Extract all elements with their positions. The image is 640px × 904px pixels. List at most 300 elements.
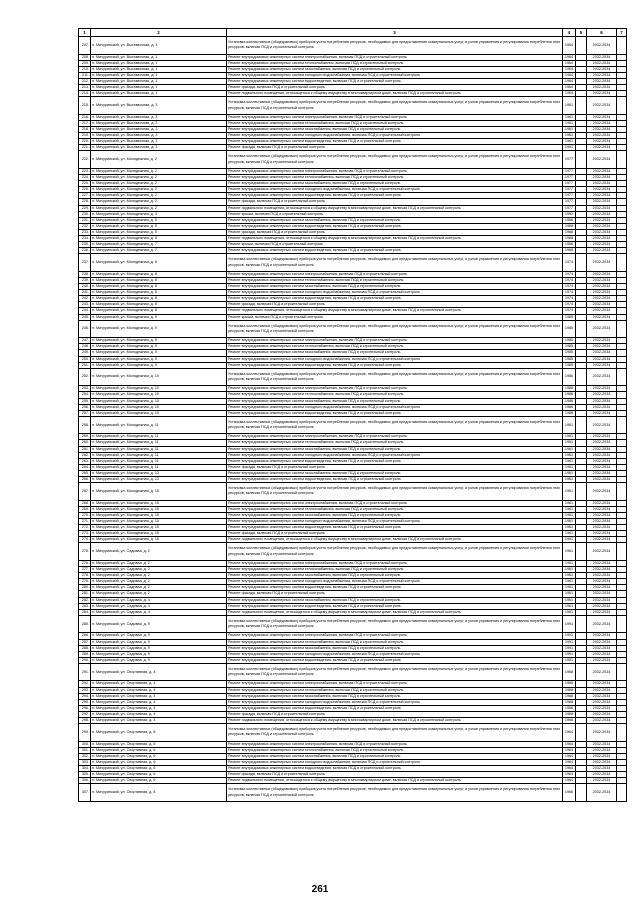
work-type: Ремонт внутридомовых инженерных систем электроснабжения, включая ПСД и строительный контроль (227, 434, 563, 440)
address: п. Мичуринский, ул. Спортивная, д. 6 (91, 747, 227, 753)
address: п. Мичуринский, ул. Молодежная, д. 9 (91, 350, 227, 356)
work-type: Ремонт фасада, включая ПСД и строительный контроль (227, 711, 563, 717)
row-number: 245. (79, 314, 91, 320)
row-number: 285. (79, 615, 91, 633)
repair-period: 2032-2034 (587, 254, 617, 272)
page-number: 261 (311, 884, 329, 895)
row-number: 217. (79, 120, 91, 126)
repair-period: 2032-2034 (587, 609, 617, 615)
work-type: Ремонт внутридомовых инженерных систем водоотведения, включая ПСД и строительный контроль (227, 78, 563, 84)
header-col-6: 6 (587, 29, 617, 37)
work-type: Ремонт внутридомовых инженерных систем водоотведения, включая ПСД и строительный контроль (227, 525, 563, 531)
work-type: Ремонт внутридомовых инженерных систем водоотведения, включая ПСД и строительный контроль (227, 477, 563, 483)
repair-period: 2032-2034 (587, 766, 617, 772)
build-year: 1964 (563, 741, 576, 747)
address: п. Мичуринский, ул. Молодежная, д. 11 (91, 464, 227, 470)
work-type: Ремонт внутридомовых инженерных систем газоснабжения, включая ПСД и строительный контроль (227, 66, 563, 72)
row-number: 270. (79, 512, 91, 518)
row-number: 282. (79, 597, 91, 603)
row-number: 232. (79, 223, 91, 229)
row-number: 234. (79, 236, 91, 242)
table-row (79, 483, 627, 501)
build-year: 1961 (563, 120, 576, 126)
col-7-cell (617, 368, 627, 386)
col-5-cell (576, 543, 587, 561)
work-type: Ремонт внутридомовых инженерных систем водоотведения, включая ПСД и строительный контроль (227, 223, 563, 229)
build-year: 1968 (563, 663, 576, 681)
repair-period: 2032-2034 (587, 741, 617, 747)
repair-period: 2032-2034 (587, 114, 617, 120)
row-number: 226. (79, 187, 91, 193)
work-type: Ремонт внутридомовых инженерных систем холодного водоснабжения, включая ПСД и строительный контроль (227, 452, 563, 458)
address: п. Мичуринский, ул. Молодежная, д. 10 (91, 410, 227, 416)
repair-period: 2032-2034 (587, 181, 617, 187)
build-year: 1964 (563, 37, 576, 55)
build-year: 1968 (563, 242, 576, 248)
build-year: 1985 (563, 320, 576, 338)
repair-period: 2032-2034 (587, 296, 617, 302)
address: п. Мичуринский, ул. Молодежная, д. 10 (91, 392, 227, 398)
build-year: 1961 (563, 145, 576, 151)
repair-period: 2032-2034 (587, 573, 617, 579)
col-5-cell (576, 784, 587, 802)
work-type: Ремонт внутридомовых инженерных систем газоснабжения, включая ПСД и строительный контроль (227, 693, 563, 699)
address: п. Мичуринский, ул. Спортивная, д. 4 (91, 711, 227, 717)
header-col-3: 3 (227, 29, 563, 37)
repair-period: 2032-2034 (587, 512, 617, 518)
repair-period: 2032-2034 (587, 386, 617, 392)
work-type: Установка коллективных (общедомовых) приборов учета потребления ресурсов, необходимых для предоставления коммунальных услуг, и узлов управления и регулирования потребления этих ресурсов, включая ПСД и строительный контроль (227, 97, 563, 115)
address: п. Мичуринский, ул. Молодежная, д. 11 (91, 458, 227, 464)
row-number: 207. (79, 37, 91, 55)
address: п. Мичуринский, ул. Молодежная, д. 8 (91, 284, 227, 290)
address: п. Мичуринский, ул. Молодежная, д. 13 (91, 477, 227, 483)
row-number: 253. (79, 386, 91, 392)
address: п. Мичуринский, ул. Выставочная, д. 1 (91, 78, 227, 84)
build-year: 1961 (563, 470, 576, 476)
repair-period: 2032-2034 (587, 127, 617, 133)
row-number: 306. (79, 778, 91, 784)
row-number: 286. (79, 633, 91, 639)
repair-period: 2032-2034 (587, 525, 617, 531)
build-year: 1961 (563, 416, 576, 434)
address: п. Мичуринский, ул. Молодежная, д. 8 (91, 271, 227, 277)
address: п. Мичуринский, ул. Молодежная, д. 5 (91, 236, 227, 242)
row-number: 229. (79, 205, 91, 211)
repair-period: 2032-2034 (587, 639, 617, 645)
row-number: 209. (79, 60, 91, 66)
row-number: 296. (79, 705, 91, 711)
repair-period: 2032-2034 (587, 760, 617, 766)
work-type: Ремонт внутридомовых инженерных систем холодного водоснабжения, включая ПСД и строительный контроль (227, 356, 563, 362)
address: п. Мичуринский, ул. Молодежная, д. 2 (91, 181, 227, 187)
work-type: Установка коллективных (общедомовых) приборов учета потребления ресурсов, необходимых для предоставления коммунальных услуг, и узлов управления и регулирования потребления этих ресурсов, включая ПСД и строительный контроль (227, 368, 563, 386)
work-type: Установка коллективных (общедомовых) приборов учета потребления ресурсов, необходимых для предоставления коммунальных услуг, и узлов управления и регулирования потребления этих ресурсов, включая ПСД и строительный контроль (227, 543, 563, 561)
work-type: Ремонт внутридомовых инженерных систем водоотведения, включая ПСД и строительный контроль (227, 193, 563, 199)
address: п. Мичуринский, ул. Спортивная, д. 4 (91, 663, 227, 681)
row-number: 213. (79, 85, 91, 91)
address: п. Мичуринский, ул. Выставочная, д. 1 (91, 72, 227, 78)
work-type: Ремонт фасада, включая ПСД и строительный контроль (227, 772, 563, 778)
repair-period: 2032-2034 (587, 54, 617, 60)
build-year: 1968 (563, 248, 576, 254)
row-number: 238. (79, 271, 91, 277)
address: п. Мичуринский, ул. Молодежная, д. 13 (91, 470, 227, 476)
header-col-7: 7 (617, 29, 627, 37)
row-number: 305. (79, 772, 91, 778)
address: п. Мичуринский, ул. Выставочная, д. 3 (91, 139, 227, 145)
repair-period: 2032-2034 (587, 151, 617, 169)
row-number: 276. (79, 560, 91, 566)
build-year: 1961 (563, 597, 576, 603)
row-number: 237. (79, 254, 91, 272)
work-type: Ремонт внутридомовых инженерных систем теплоснабжения, включая ПСД и строительный контроль (227, 747, 563, 753)
build-year: 1974 (563, 278, 576, 284)
col-5-cell (576, 663, 587, 681)
address: п. Мичуринский, ул. Молодежная, д. 5 (91, 223, 227, 229)
build-year: 1961 (563, 567, 576, 573)
repair-period: 2032-2034 (587, 440, 617, 446)
repair-period: 2032-2034 (587, 772, 617, 778)
row-number: 210. (79, 66, 91, 72)
build-year: 1961 (563, 446, 576, 452)
col-7-cell (617, 254, 627, 272)
address: п. Мичуринский, ул. Садовая, д. 2 (91, 573, 227, 579)
repair-period: 2032-2034 (587, 615, 617, 633)
col-7-cell (617, 784, 627, 802)
build-year: 1961 (563, 127, 576, 133)
row-number: 269. (79, 506, 91, 512)
work-type: Ремонт внутридомовых инженерных систем теплоснабжения, включая ПСД и строительный контроль (227, 440, 563, 446)
address: п. Мичуринский, ул. Садовая, д. 2 (91, 591, 227, 597)
address: п. Мичуринский, ул. Молодежная, д. 2 (91, 205, 227, 211)
work-type: Ремонт внутридомовых инженерных систем газоснабжения, включая ПСД и строительный контроль (227, 512, 563, 518)
work-type: Ремонт внутридомовых инженерных систем холодного водоснабжения, включая ПСД и строительный контроль (227, 187, 563, 193)
row-number: 279. (79, 579, 91, 585)
repair-period: 2032-2034 (587, 217, 617, 223)
repair-period: 2032-2034 (587, 591, 617, 597)
build-year: 1961 (563, 97, 576, 115)
work-type: Ремонт фасада, включая ПСД и строительный контроль (227, 199, 563, 205)
build-year: 1974 (563, 302, 576, 308)
repair-period: 2032-2034 (587, 344, 617, 350)
build-year: 1964 (563, 66, 576, 72)
work-type: Ремонт подвального помещения, относящегося к общему имуществу в многоквартирном доме, включая ПСД и строительный контроль (227, 778, 563, 784)
row-number: 222. (79, 151, 91, 169)
address: п. Мичуринский, ул. Молодежная, д. 8 (91, 308, 227, 314)
address: п. Мичуринский, ул. Спортивная, д. 4 (91, 687, 227, 693)
row-number: 272. (79, 525, 91, 531)
row-number: 254. (79, 392, 91, 398)
address: п. Мичуринский, ул. Спортивная, д. 6 (91, 753, 227, 759)
address: п. Мичуринский, ул. Спортивная, д. 4 (91, 699, 227, 705)
row-number: 243. (79, 302, 91, 308)
repair-period: 2032-2034 (587, 500, 617, 506)
work-type: Ремонт крыши, включая ПСД и строительный контроль (227, 211, 563, 217)
repair-period: 2032-2034 (587, 681, 617, 687)
work-type: Ремонт внутридомовых инженерных систем водоотведения, включая ПСД и строительный контроль (227, 458, 563, 464)
work-type: Ремонт внутридомовых инженерных систем водоотведения, включая ПСД и строительный контроль (227, 362, 563, 368)
address: п. Мичуринский, ул. Молодежная, д. 15 (91, 531, 227, 537)
repair-period: 2032-2034 (587, 139, 617, 145)
address: п. Мичуринский, ул. Выставочная, д. 1 (91, 54, 227, 60)
work-type: Установка коллективных (общедомовых) приборов учета потребления ресурсов, необходимых для предоставления коммунальных услуг, и узлов управления и регулирования потребления этих ресурсов, включая ПСД и строительный контроль (227, 416, 563, 434)
work-type: Ремонт подвального помещения, относящегося к общему имуществу в многоквартирном доме, включая ПСД и строительный контроль (227, 537, 563, 543)
repair-period: 2032-2034 (587, 663, 617, 681)
address: п. Мичуринский, ул. Выставочная, д. 1 (91, 37, 227, 55)
repair-period: 2032-2034 (587, 85, 617, 91)
repair-period: 2032-2034 (587, 229, 617, 235)
repair-period: 2032-2034 (587, 597, 617, 603)
repair-period: 2032-2034 (587, 308, 617, 314)
work-type: Ремонт внутридомовых инженерных систем теплоснабжения, включая ПСД и строительный контроль (227, 687, 563, 693)
work-type: Ремонт внутридомовых инженерных систем электроснабжения, включая ПСД и строительный контроль (227, 114, 563, 120)
address: п. Мичуринский, ул. Молодежная, д. 15 (91, 525, 227, 531)
row-number: 281. (79, 591, 91, 597)
col-5-cell (576, 320, 587, 338)
work-type: Ремонт фасада, включая ПСД и строительный контроль (227, 531, 563, 537)
repair-period: 2032-2034 (587, 718, 617, 724)
row-number: 299. (79, 724, 91, 742)
address: п. Мичуринский, ул. Молодежная, д. 11 (91, 446, 227, 452)
repair-period: 2032-2034 (587, 657, 617, 663)
table-row (79, 37, 627, 55)
row-number: 211. (79, 72, 91, 78)
repair-period: 2032-2034 (587, 338, 617, 344)
row-number: 259. (79, 434, 91, 440)
row-number: 295. (79, 699, 91, 705)
address: п. Мичуринский, ул. Садовая, д. 9 (91, 645, 227, 651)
row-number: 304. (79, 766, 91, 772)
row-number: 242. (79, 296, 91, 302)
build-year: 1985 (563, 344, 576, 350)
table-row (79, 368, 627, 386)
row-number: 256. (79, 404, 91, 410)
repair-period: 2032-2034 (587, 687, 617, 693)
register-sheet (78, 28, 626, 802)
address: п. Мичуринский, ул. Молодежная, д. 9 (91, 338, 227, 344)
address: п. Мичуринский, ул. Молодежная, д. 9 (91, 362, 227, 368)
row-number: 294. (79, 693, 91, 699)
work-type: Ремонт фасада, включая ПСД и строительный контроль (227, 229, 563, 235)
repair-period: 2032-2034 (587, 398, 617, 404)
repair-period: 2032-2034 (587, 483, 617, 501)
repair-period: 2032-2034 (587, 519, 617, 525)
work-type: Ремонт внутридомовых инженерных систем водоотведения, включая ПСД и строительный контроль (227, 248, 563, 254)
build-year: 1985 (563, 314, 576, 320)
work-type: Ремонт внутридомовых инженерных систем электроснабжения, включая ПСД и строительный контроль (227, 54, 563, 60)
work-type: Ремонт подвального помещения, относящегося к общему имуществу в многоквартирном доме, включая ПСД и строительный контроль (227, 91, 563, 97)
address: п. Мичуринский, ул. Молодежная, д. 10 (91, 404, 227, 410)
address: п. Мичуринский, ул. Спортивная, д. 6 (91, 778, 227, 784)
address: п. Мичуринский, ул. Выставочная, д. 3 (91, 114, 227, 120)
build-year: 1991 (563, 633, 576, 639)
build-year: 1977 (563, 199, 576, 205)
repair-period: 2032-2034 (587, 278, 617, 284)
build-year: 1961 (563, 519, 576, 525)
build-year: 1964 (563, 78, 576, 84)
address: п. Мичуринский, ул. Садовая, д. 9 (91, 633, 227, 639)
address: п. Мичуринский, ул. Молодежная, д. 2 (91, 193, 227, 199)
repair-period: 2032-2034 (587, 531, 617, 537)
work-type: Ремонт внутридомовых инженерных систем электроснабжения, включая ПСД и строительный контроль (227, 633, 563, 639)
build-year: 1977 (563, 169, 576, 175)
repair-period: 2032-2034 (587, 120, 617, 126)
repair-period: 2032-2034 (587, 464, 617, 470)
table-row (79, 320, 627, 338)
table-row (79, 416, 627, 434)
col-5-cell (576, 724, 587, 742)
work-type: Ремонт подвального помещения, относящегося к общему имуществу в многоквартирном доме, включая ПСД и строительный контроль (227, 609, 563, 615)
build-year: 1991 (563, 651, 576, 657)
row-number: 214. (79, 91, 91, 97)
col-5-cell (576, 368, 587, 386)
repair-period: 2032-2034 (587, 446, 617, 452)
build-year: 1961 (563, 573, 576, 579)
row-number: 255. (79, 398, 91, 404)
build-year: 1977 (563, 181, 576, 187)
row-number: 303. (79, 760, 91, 766)
row-number: 252. (79, 368, 91, 386)
build-year: 1974 (563, 284, 576, 290)
column-number-header (79, 29, 627, 37)
build-year: 1961 (563, 591, 576, 597)
address: п. Мичуринский, ул. Молодежная, д. 15 (91, 506, 227, 512)
address: п. Мичуринский, ул. Спортивная, д. 4 (91, 705, 227, 711)
repair-period: 2032-2034 (587, 97, 617, 115)
build-year: 1977 (563, 151, 576, 169)
repair-period: 2032-2034 (587, 362, 617, 368)
build-year: 1991 (563, 657, 576, 663)
repair-period: 2032-2034 (587, 579, 617, 585)
table-row (79, 784, 627, 802)
build-year: 1961 (563, 525, 576, 531)
row-number: 284. (79, 609, 91, 615)
address: п. Мичуринский, ул. Молодежная, д. 10 (91, 368, 227, 386)
repair-period: 2032-2034 (587, 784, 617, 802)
address: п. Мичуринский, ул. Садовая, д. 2 (91, 585, 227, 591)
address: п. Мичуринский, ул. Молодежная, д. 8 (91, 290, 227, 296)
work-type: Ремонт внутридомовых инженерных систем холодного водоснабжения, включая ПСД и строительный контроль (227, 651, 563, 657)
row-number: 249. (79, 350, 91, 356)
work-type: Ремонт внутридомовых инженерных систем теплоснабжения, включая ПСД и строительный контроль (227, 344, 563, 350)
address: п. Мичуринский, ул. Молодежная, д. 5 (91, 229, 227, 235)
repair-period: 2032-2034 (587, 633, 617, 639)
work-type: Ремонт внутридомовых инженерных систем теплоснабжения, включая ПСД и строительный контроль (227, 175, 563, 181)
repair-period: 2032-2034 (587, 60, 617, 66)
build-year: 1974 (563, 296, 576, 302)
col-7-cell (617, 663, 627, 681)
repair-period: 2032-2034 (587, 651, 617, 657)
address: п. Мичуринский, ул. Садовая, д. 9 (91, 651, 227, 657)
work-type: Ремонт внутридомовых инженерных систем газоснабжения, включая ПСД и строительный контроль (227, 597, 563, 603)
row-number: 283. (79, 603, 91, 609)
row-number: 301. (79, 747, 91, 753)
work-type: Ремонт внутридомовых инженерных систем газоснабжения, включая ПСД и строительный контроль (227, 284, 563, 290)
address: п. Мичуринский, ул. Спортивная, д. 6 (91, 741, 227, 747)
row-number: 220. (79, 139, 91, 145)
work-type: Ремонт внутридомовых инженерных систем газоснабжения, включая ПСД и строительный контроль (227, 446, 563, 452)
work-type: Ремонт внутридомовых инженерных систем электроснабжения, включая ПСД и строительный контроль (227, 500, 563, 506)
address: п. Мичуринский, ул. Молодежная, д. 4 (91, 211, 227, 217)
row-number: 208. (79, 54, 91, 60)
work-type: Ремонт внутридомовых инженерных систем водоотведения, включая ПСД и строительный контроль (227, 766, 563, 772)
address: п. Мичуринский, ул. Молодежная, д. 15 (91, 537, 227, 543)
row-number: 251. (79, 362, 91, 368)
repair-period: 2032-2034 (587, 537, 617, 543)
col-7-cell (617, 483, 627, 501)
address: п. Мичуринский, ул. Молодежная, д. 8 (91, 296, 227, 302)
row-number: 261. (79, 446, 91, 452)
work-type: Ремонт внутридомовых инженерных систем холодного водоснабжения, включая ПСД и строительный контроль (227, 72, 563, 78)
repair-period: 2032-2034 (587, 711, 617, 717)
address: п. Мичуринский, ул. Садовая, д. 2 (91, 560, 227, 566)
build-year: 1977 (563, 187, 576, 193)
work-type: Ремонт внутридомовых инженерных систем теплоснабжения, включая ПСД и строительный контроль (227, 506, 563, 512)
address: п. Мичуринский, ул. Садовая, д. 4 (91, 597, 227, 603)
build-year: 1961 (563, 560, 576, 566)
repair-period: 2032-2034 (587, 778, 617, 784)
build-year: 1977 (563, 205, 576, 211)
build-year: 1961 (563, 458, 576, 464)
address: п. Мичуринский, ул. Выставочная, д. 3 (91, 120, 227, 126)
work-type: Ремонт внутридомовых инженерных систем электроснабжения, включая ПСД и строительный контроль (227, 560, 563, 566)
repair-period: 2032-2034 (587, 284, 617, 290)
col-5-cell (576, 97, 587, 115)
work-type: Ремонт внутридомовых инженерных систем газоснабжения, включая ПСД и строительный контроль (227, 127, 563, 133)
build-year: 1961 (563, 464, 576, 470)
build-year: 1964 (563, 91, 576, 97)
build-year: 1968 (563, 711, 576, 717)
work-type: Установка коллективных (общедомовых) приборов учета потребления ресурсов, необходимых для предоставления коммунальных услуг, и узлов управления и регулирования потребления этих ресурсов, включая ПСД и строительный контроль (227, 37, 563, 55)
repair-period: 2032-2034 (587, 693, 617, 699)
repair-period: 2032-2034 (587, 314, 617, 320)
work-type: Установка коллективных (общедомовых) приборов учета потребления ресурсов, необходимых для предоставления коммунальных услуг, и узлов управления и регулирования потребления этих ресурсов, включая ПСД и строительный контроль (227, 784, 563, 802)
build-year: 1968 (563, 223, 576, 229)
work-type: Ремонт внутридомовых инженерных систем холодного водоснабжения, включая ПСД и строительный контроль (227, 133, 563, 139)
build-year: 1961 (563, 133, 576, 139)
repair-period: 2032-2034 (587, 205, 617, 211)
work-type: Ремонт фасада, включая ПСД и строительный контроль (227, 145, 563, 151)
repair-period: 2032-2034 (587, 416, 617, 434)
address: п. Мичуринский, ул. Спортивная, д. 4 (91, 681, 227, 687)
build-year: 1992 (563, 211, 576, 217)
build-year: 1964 (563, 72, 576, 78)
address: п. Мичуринский, ул. Молодежная, д. 7 (91, 242, 227, 248)
address: п. Мичуринский, ул. Спортивная, д. 4 (91, 693, 227, 699)
build-year: 1964 (563, 772, 576, 778)
work-type: Ремонт подвального помещения, относящегося к общему имуществу в многоквартирном доме, включая ПСД и строительный контроль (227, 308, 563, 314)
repair-period: 2032-2034 (587, 175, 617, 181)
build-year: 1991 (563, 645, 576, 651)
build-year: 1961 (563, 500, 576, 506)
build-year: 1964 (563, 760, 576, 766)
row-number: 218. (79, 127, 91, 133)
row-number: 277. (79, 567, 91, 573)
col-7-cell (617, 151, 627, 169)
address: п. Мичуринский, ул. Молодежная, д. 11 (91, 434, 227, 440)
address: п. Мичуринский, ул. Молодежная, д. 2 (91, 151, 227, 169)
work-type: Ремонт внутридомовых инженерных систем электроснабжения, включая ПСД и строительный контроль (227, 681, 563, 687)
work-type: Ремонт внутридомовых инженерных систем водоотведения, включая ПСД и строительный контроль (227, 705, 563, 711)
build-year: 1961 (563, 452, 576, 458)
row-number: 291. (79, 663, 91, 681)
build-year: 1961 (563, 434, 576, 440)
row-number: 221. (79, 145, 91, 151)
row-number: 224. (79, 175, 91, 181)
build-year: 1968 (563, 681, 576, 687)
repair-period: 2032-2034 (587, 91, 617, 97)
